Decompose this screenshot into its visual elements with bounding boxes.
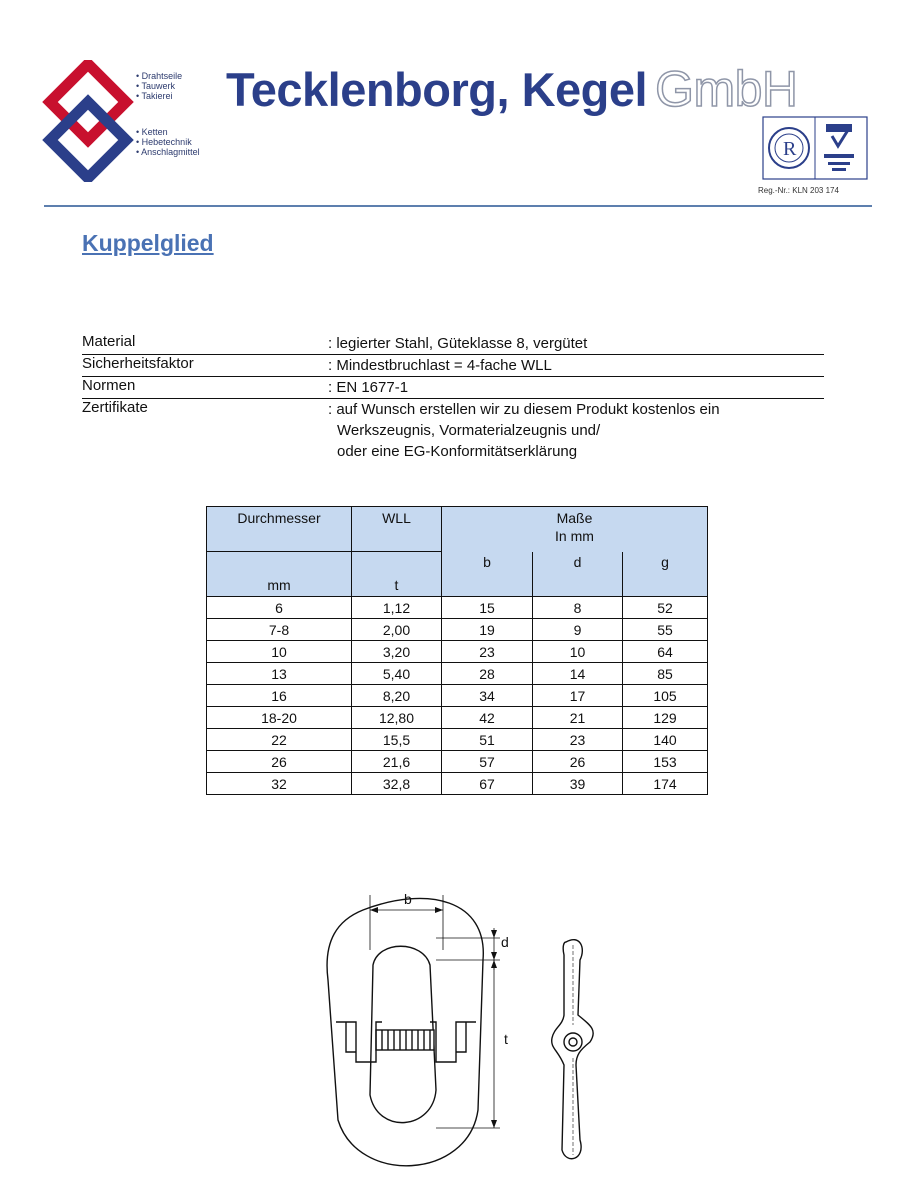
cell-wll: 12,80 xyxy=(352,707,442,729)
svg-text:R: R xyxy=(783,138,797,160)
cell-wll: 5,40 xyxy=(352,663,442,685)
property-key: Material xyxy=(82,333,136,350)
cell-d: 21 xyxy=(533,707,623,729)
header-dimensions-unit: In mm xyxy=(555,528,594,544)
cell-d: 14 xyxy=(533,663,623,685)
cell-g: 55 xyxy=(623,619,708,641)
property-key: Sicherheitsfaktor xyxy=(82,355,194,372)
property-value-line: Werkszeugnis, Vormaterialzeugnis und/ xyxy=(337,422,601,439)
cell-b: 51 xyxy=(442,729,533,751)
cell-diameter: 6 xyxy=(207,597,352,619)
page-title: Kuppelglied xyxy=(82,230,214,256)
cell-b: 19 xyxy=(442,619,533,641)
header-dimensions-label: Maße xyxy=(556,510,593,526)
cell-wll: 1,12 xyxy=(352,597,442,619)
cell-b: 15 xyxy=(442,597,533,619)
cell-d: 26 xyxy=(533,751,623,773)
table-row xyxy=(207,729,708,751)
cell-wll: 2,00 xyxy=(352,619,442,641)
property-value: : Mindestbruchlast = 4-fache WLL xyxy=(328,357,552,374)
cell-g: 153 xyxy=(623,751,708,773)
service-item: • Hebetechnik xyxy=(136,137,200,147)
cell-g: 64 xyxy=(623,641,708,663)
property-row-standards xyxy=(82,377,824,399)
cell-g: 129 xyxy=(623,707,708,729)
property-row-material xyxy=(82,333,824,355)
table-header-row xyxy=(207,507,708,552)
cell-diameter: 13 xyxy=(207,663,352,685)
cell-diameter: 32 xyxy=(207,773,352,795)
registration-number: Reg.-Nr.: KLN 203 174 xyxy=(758,186,839,195)
property-key: Normen xyxy=(82,377,136,394)
header-cell-wll: WLL xyxy=(352,507,442,552)
property-value: : EN 1677-1 xyxy=(328,379,409,396)
services-list-chains xyxy=(136,127,200,157)
dimension-label-b: b xyxy=(404,891,412,907)
cell-wll: 3,20 xyxy=(352,641,442,663)
certification-seal-icon xyxy=(762,116,868,180)
unit-cell-mm: mm xyxy=(207,552,352,597)
property-row-safety xyxy=(82,355,824,377)
service-item: • Anschlagmittel xyxy=(136,147,200,157)
cell-diameter: 7-8 xyxy=(207,619,352,641)
cell-wll: 32,8 xyxy=(352,773,442,795)
cell-d: 9 xyxy=(533,619,623,641)
table-row xyxy=(207,685,708,707)
header-cell-dimensions xyxy=(442,507,708,552)
cell-diameter: 26 xyxy=(207,751,352,773)
cell-g: 85 xyxy=(623,663,708,685)
service-item: • Tauwerk xyxy=(136,81,182,91)
cell-wll: 15,5 xyxy=(352,729,442,751)
cell-d: 17 xyxy=(533,685,623,707)
cell-b: 23 xyxy=(442,641,533,663)
cell-wll: 21,6 xyxy=(352,751,442,773)
cell-g: 140 xyxy=(623,729,708,751)
cell-g: 174 xyxy=(623,773,708,795)
dimensions-table xyxy=(206,506,708,795)
cell-b: 57 xyxy=(442,751,533,773)
company-name xyxy=(226,60,798,118)
service-item: • Takierei xyxy=(136,91,182,101)
product-properties xyxy=(82,333,824,462)
dimension-label-d: d xyxy=(501,934,509,950)
table-row xyxy=(207,707,708,729)
company-suffix: GmbH xyxy=(655,61,798,117)
cell-diameter: 18-20 xyxy=(207,707,352,729)
cell-g: 52 xyxy=(623,597,708,619)
property-value-line: oder eine EG-Konformitätserklärung xyxy=(337,443,578,460)
company-logo xyxy=(40,60,136,182)
table-row xyxy=(207,773,708,795)
table-row xyxy=(207,663,708,685)
header-cell-diameter: Durchmesser xyxy=(207,507,352,552)
cell-d: 8 xyxy=(533,597,623,619)
cell-d: 23 xyxy=(533,729,623,751)
table-row xyxy=(207,751,708,773)
cell-d: 10 xyxy=(533,641,623,663)
coupling-link-drawing xyxy=(318,890,598,1170)
cell-d: 39 xyxy=(533,773,623,795)
cell-diameter: 22 xyxy=(207,729,352,751)
cell-diameter: 10 xyxy=(207,641,352,663)
cell-diameter: 16 xyxy=(207,685,352,707)
table-row xyxy=(207,641,708,663)
property-value xyxy=(328,399,824,462)
property-key: Zertifikate xyxy=(82,399,148,416)
company-name-main: Tecklenborg, Kegel xyxy=(226,63,648,116)
header-cell-b: b xyxy=(442,552,533,597)
service-item: • Drahtseile xyxy=(136,71,182,81)
unit-cell-t: t xyxy=(352,552,442,597)
service-item: • Ketten xyxy=(136,127,200,137)
table-row xyxy=(207,619,708,641)
cell-wll: 8,20 xyxy=(352,685,442,707)
header-cell-g: g xyxy=(623,552,708,597)
cell-b: 28 xyxy=(442,663,533,685)
cell-b: 34 xyxy=(442,685,533,707)
table-body xyxy=(207,597,708,795)
header-divider xyxy=(44,205,872,207)
cell-g: 105 xyxy=(623,685,708,707)
dimension-label-t: t xyxy=(504,1031,508,1047)
header-cell-d: d xyxy=(533,552,623,597)
property-row-certificates xyxy=(82,399,824,462)
services-list-ropes xyxy=(136,71,182,101)
cell-b: 67 xyxy=(442,773,533,795)
property-value: : legierter Stahl, Güteklasse 8, vergütet xyxy=(328,335,588,352)
table-unit-row xyxy=(207,552,708,597)
table-row xyxy=(207,597,708,619)
cell-b: 42 xyxy=(442,707,533,729)
property-value-line: : auf Wunsch erstellen wir zu diesem Produkt kostenlos ein xyxy=(328,401,720,418)
